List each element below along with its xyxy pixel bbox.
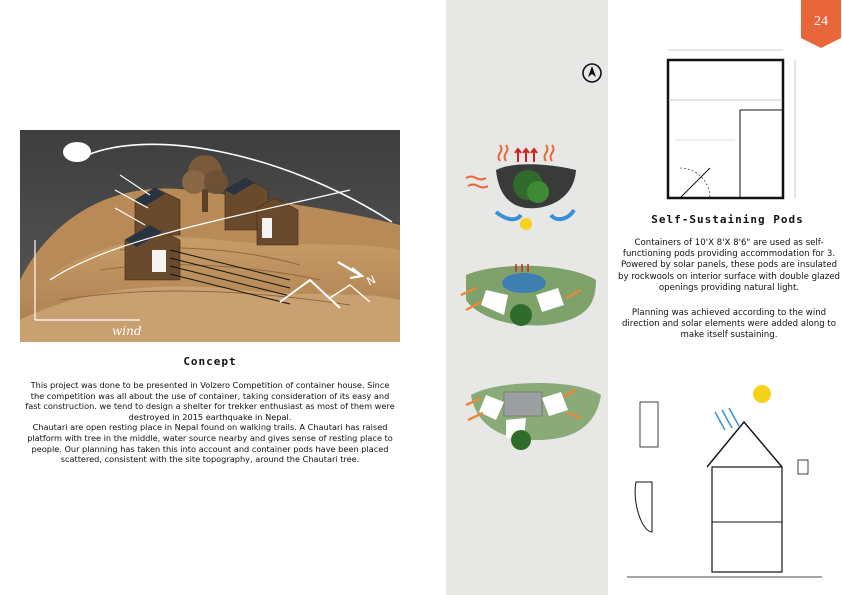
model-render-image (20, 130, 400, 342)
pods-paragraph-1: Containers of 10'X 8'X 8'6" are used as self- functioning pods providing accommodation for 3. Powered by solar panels, these pods are insulated by rockwools on interior surface with double glazed openings providing natural light. (618, 238, 840, 293)
site-diagram-strip (446, 0, 608, 595)
concept-paragraph-2: Chautari are open resting place in Nepal found on walking trails. A Chautari has raised platform with tree in the middle, water source nearby and gives sense of resting place to people. Our planning has taken this into account and container pods have been placed scattered, consistent with the site topography, around the Chautari tree. (27, 422, 393, 465)
render-wind-label: wind (112, 324, 142, 338)
pods-paragraph-2: Planning was achieved according to the wind direction and solar elements were added along to make itself sustaining. (621, 308, 837, 341)
concept-heading: Concept (183, 355, 237, 368)
render-north-label: N (364, 273, 378, 289)
pod-layout-diagram (466, 383, 601, 450)
concept-text (24, 380, 396, 465)
pod-floor-plan (620, 40, 832, 205)
water-chautari-diagram (461, 264, 596, 326)
pod-section-drawing (612, 382, 838, 592)
page-number: 24 (814, 14, 828, 29)
concept-paragraph-1: This project was done to be presented in Volzero Competition of container house. Since the competition was all about the use of container, taking consideration of its easy and fast construction. we tend to design a shelter for trekker enthusiast as most of them were destroyed in 2015 earthquake in Nepal. (25, 380, 395, 422)
pods-text (618, 238, 840, 356)
north-arrow-icon (583, 64, 601, 82)
pods-heading: Self-Sustaining Pods (651, 213, 804, 226)
sun-wind-diagram (466, 145, 576, 230)
